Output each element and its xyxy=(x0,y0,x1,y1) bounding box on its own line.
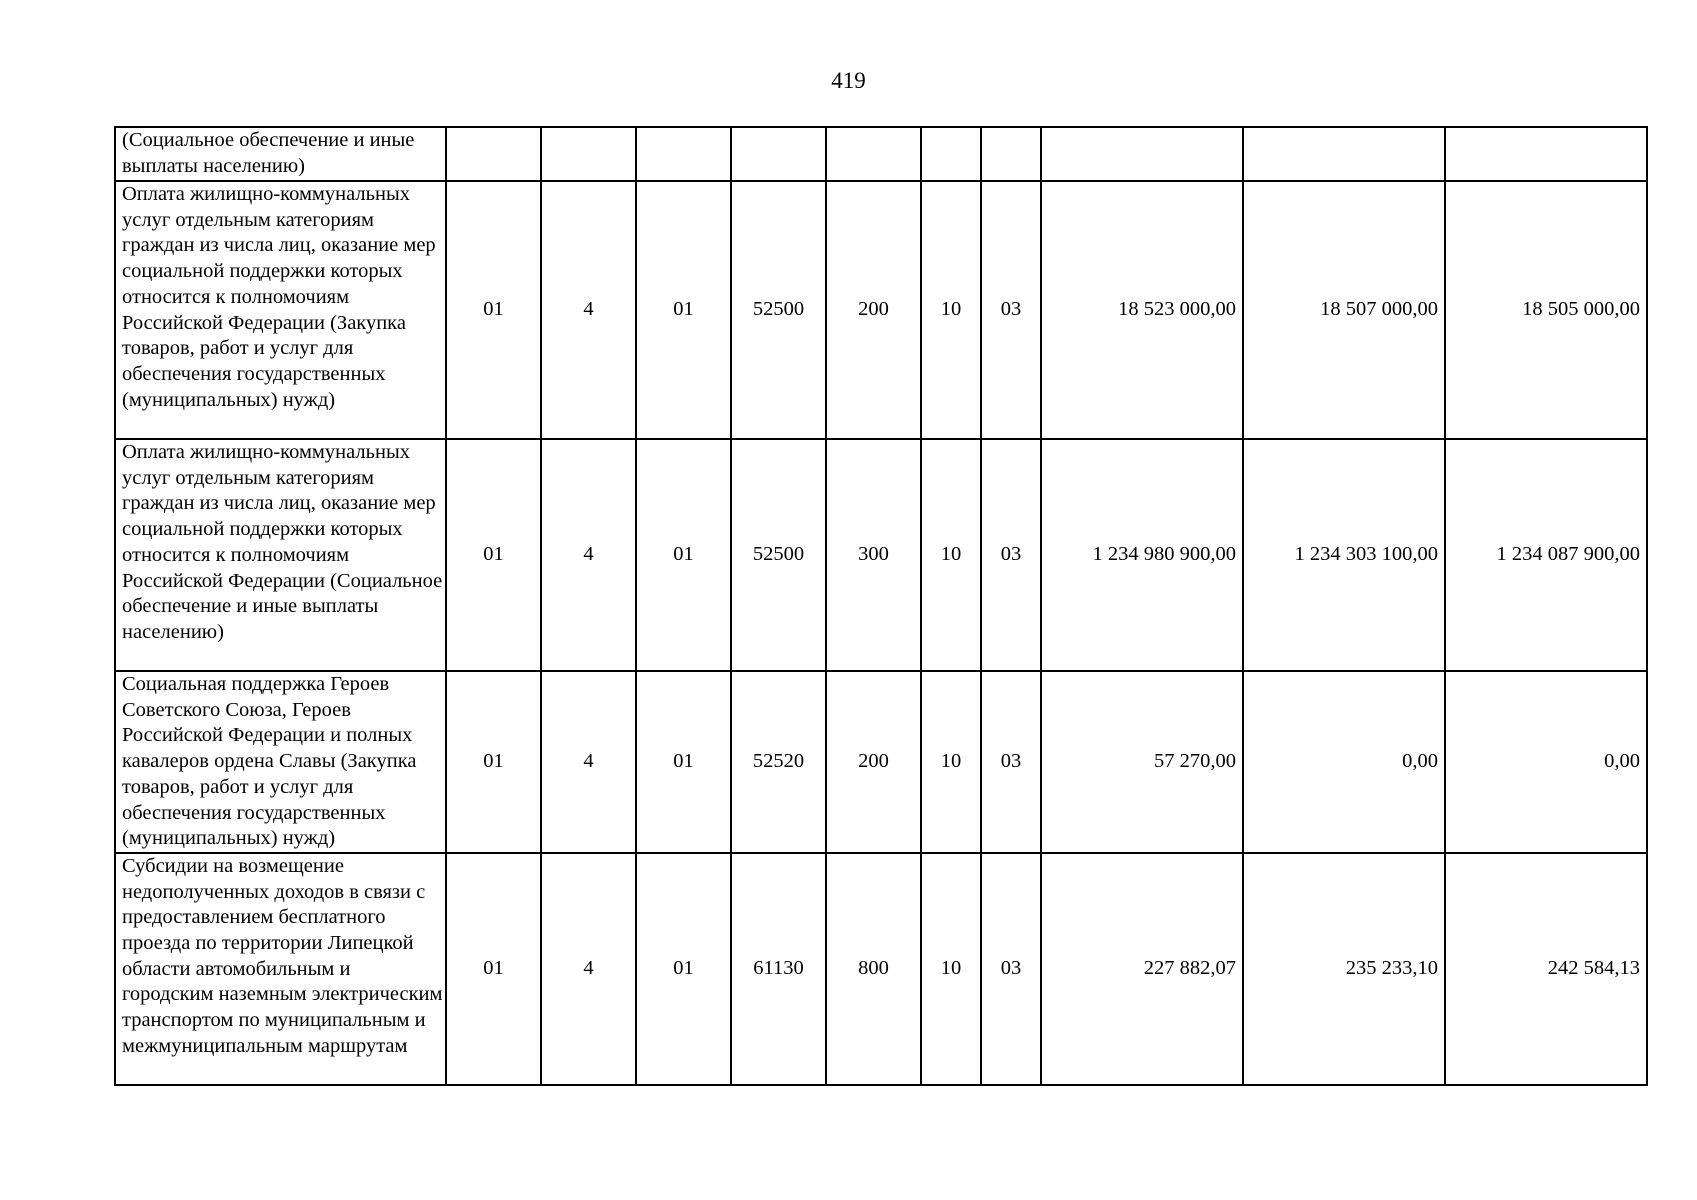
row-description: Оплата жилищно-коммунальных услуг отдельным категориям граждан из числа лиц, оказание мер социальной поддержки которых относится к полномочиям Российской Федерации (Социальное обеспечение и иные выплаты населению) xyxy=(115,439,446,671)
subsection-code: 03 xyxy=(981,181,1041,439)
main-activity-code xyxy=(636,127,731,181)
amount-year-3: 242 584,13 xyxy=(1445,853,1647,1085)
subsection-code: 03 xyxy=(981,853,1041,1085)
subprogram-code: 4 xyxy=(541,181,636,439)
program-code: 01 xyxy=(446,181,541,439)
table-row xyxy=(115,671,1647,853)
amount-year-1: 57 270,00 xyxy=(1041,671,1243,853)
page-number: 419 xyxy=(831,68,866,93)
program-code: 01 xyxy=(446,853,541,1085)
direction-code: 52500 xyxy=(731,181,826,439)
section-code: 10 xyxy=(921,439,981,671)
expense-type-code: 800 xyxy=(826,853,921,1085)
program-code: 01 xyxy=(446,671,541,853)
program-code: 01 xyxy=(446,439,541,671)
row-description: Социальная поддержка Героев Советского Союза, Героев Российской Федерации и полных кавалеров ордена Славы (Закупка товаров, работ и услуг для обеспечения государственных (муниципальных) нужд) xyxy=(115,671,446,853)
expense-type-code: 200 xyxy=(826,671,921,853)
amount-year-1: 227 882,07 xyxy=(1041,853,1243,1085)
expense-type-code: 200 xyxy=(826,181,921,439)
subprogram-code: 4 xyxy=(541,853,636,1085)
amount-year-2: 18 507 000,00 xyxy=(1243,181,1445,439)
section-code: 10 xyxy=(921,181,981,439)
direction-code xyxy=(731,127,826,181)
subsection-code: 03 xyxy=(981,439,1041,671)
amount-year-2 xyxy=(1243,127,1445,181)
row-description: Оплата жилищно-коммунальных услуг отдельным категориям граждан из числа лиц, оказание мер социальной поддержки которых относится к полномочиям Российской Федерации (Закупка товаров, работ и услуг для обеспечения государственных (муниципальных) нужд) xyxy=(115,181,446,439)
amount-year-3: 18 505 000,00 xyxy=(1445,181,1647,439)
subprogram-code: 4 xyxy=(541,671,636,853)
main-activity-code: 01 xyxy=(636,853,731,1085)
subsection-code xyxy=(981,127,1041,181)
amount-year-2: 1 234 303 100,00 xyxy=(1243,439,1445,671)
main-activity-code: 01 xyxy=(636,439,731,671)
table-row xyxy=(115,181,1647,439)
amount-year-1: 18 523 000,00 xyxy=(1041,181,1243,439)
amount-year-2: 0,00 xyxy=(1243,671,1445,853)
program-code xyxy=(446,127,541,181)
amount-year-3 xyxy=(1445,127,1647,181)
direction-code: 61130 xyxy=(731,853,826,1085)
expense-type-code xyxy=(826,127,921,181)
expense-type-code: 300 xyxy=(826,439,921,671)
amount-year-3: 0,00 xyxy=(1445,671,1647,853)
table-row xyxy=(115,127,1647,181)
subprogram-code xyxy=(541,127,636,181)
section-code xyxy=(921,127,981,181)
row-description: Субсидии на возмещение недополученных доходов в связи с предоставлением бесплатного проезда по территории Липецкой области автомобильным и городским наземным электрическим транспортом по муниципальным и межмуниципальным маршрутам xyxy=(115,853,446,1085)
budget-table xyxy=(114,126,1648,1086)
row-description: (Социальное обеспечение и иные выплаты населению) xyxy=(115,127,446,181)
section-code: 10 xyxy=(921,853,981,1085)
direction-code: 52520 xyxy=(731,671,826,853)
section-code: 10 xyxy=(921,671,981,853)
main-activity-code: 01 xyxy=(636,181,731,439)
direction-code: 52500 xyxy=(731,439,826,671)
amount-year-1 xyxy=(1041,127,1243,181)
subsection-code: 03 xyxy=(981,671,1041,853)
subprogram-code: 4 xyxy=(541,439,636,671)
amount-year-3: 1 234 087 900,00 xyxy=(1445,439,1647,671)
table-row xyxy=(115,439,1647,671)
main-activity-code: 01 xyxy=(636,671,731,853)
amount-year-2: 235 233,10 xyxy=(1243,853,1445,1085)
table-row xyxy=(115,853,1647,1085)
amount-year-1: 1 234 980 900,00 xyxy=(1041,439,1243,671)
